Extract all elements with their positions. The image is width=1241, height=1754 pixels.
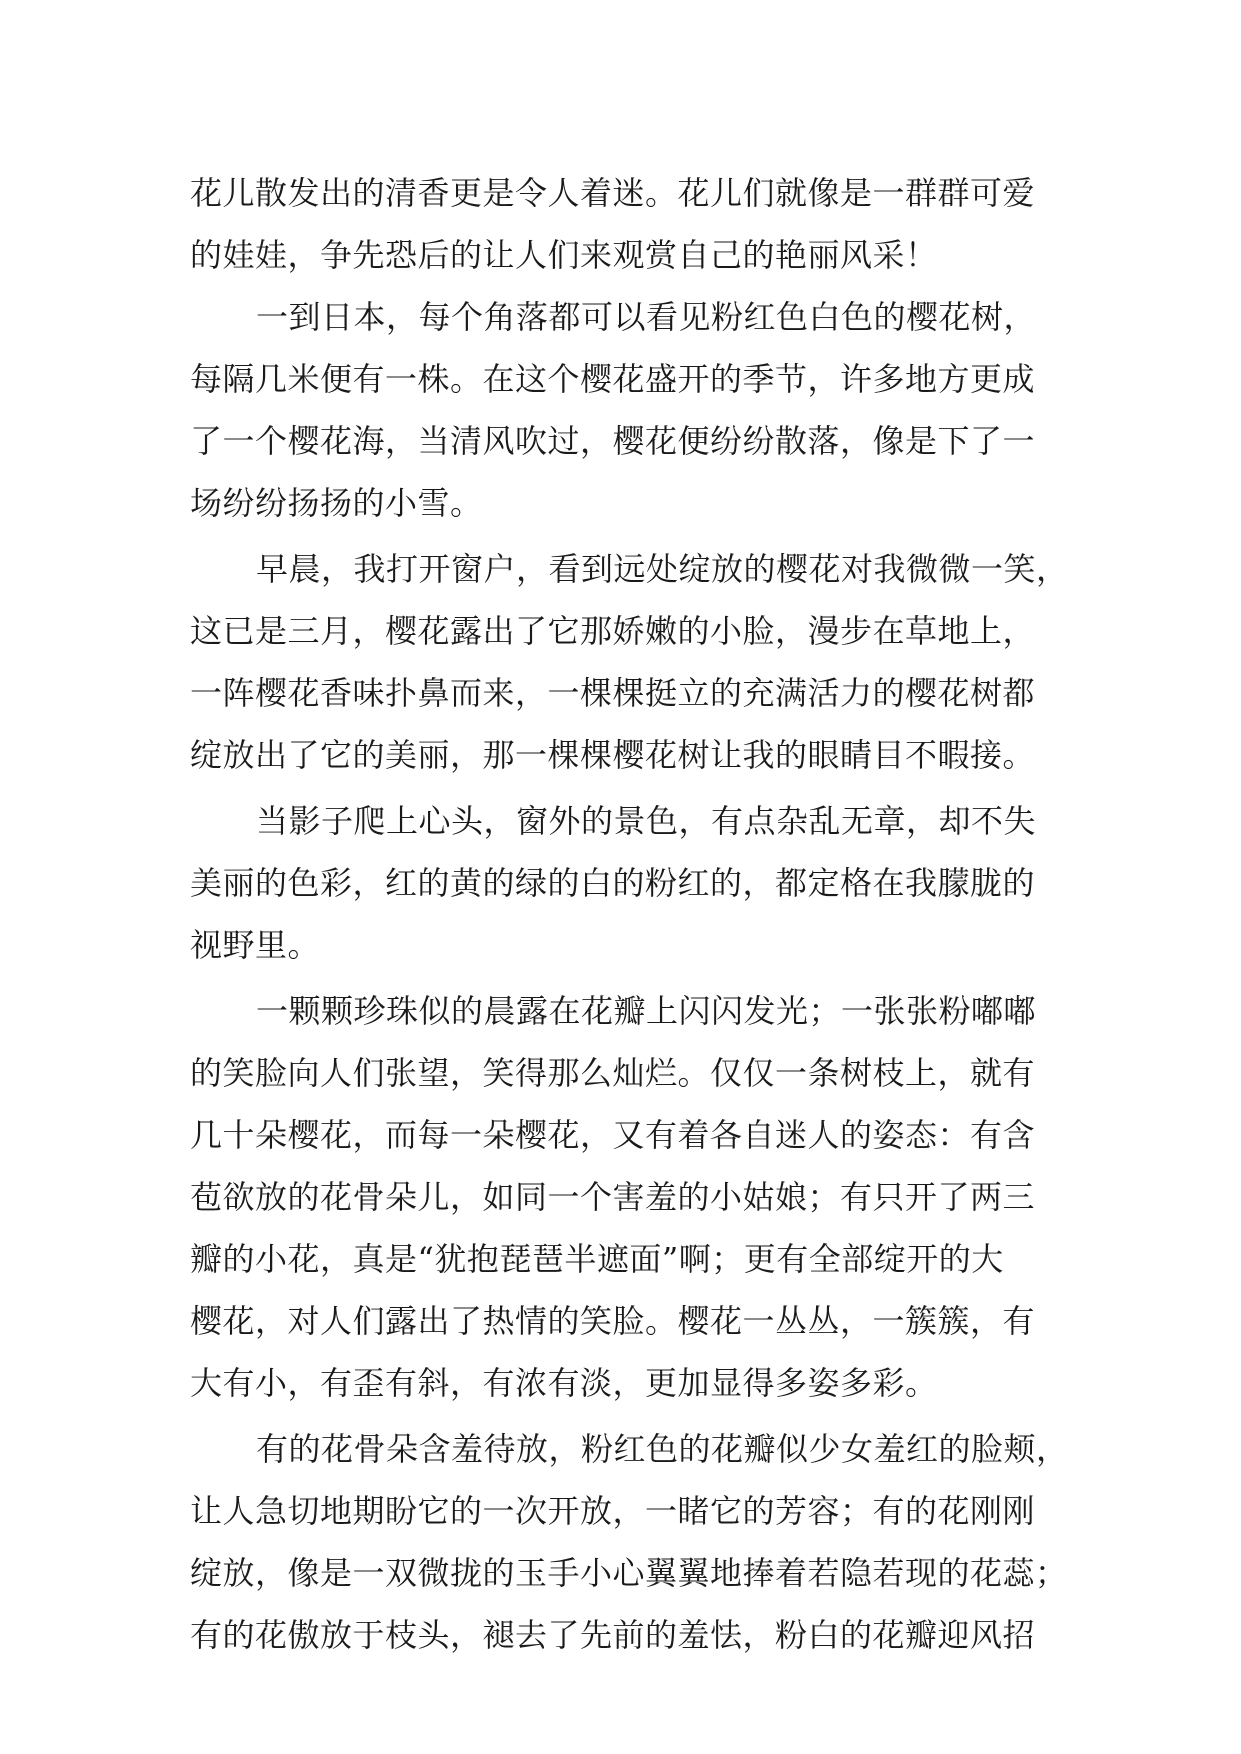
body-text [190, 162, 1070, 1666]
paragraph [190, 162, 1070, 286]
text-line: 苞欲放的花骨朵儿，如同一个害羞的小姑娘；有只开了两三 [190, 1178, 1036, 1216]
text-line: 当影子爬上心头，窗外的景色，有点杂乱无章，却不失 [256, 802, 1037, 840]
text-line: 几十朵樱花，而每一朵樱花，又有着各自迷人的姿态：有含 [190, 1116, 1036, 1154]
text-line: 有的花骨朵含羞待放，粉红色的花瓣似少女羞红的脸颊， [256, 1430, 1069, 1468]
paragraph [190, 790, 1070, 976]
text-line: 有的花傲放于枝头，褪去了先前的羞怯，粉白的花瓣迎风招 [190, 1616, 1036, 1654]
paragraph [190, 538, 1070, 786]
text-line: 花儿散发出的清香更是令人着迷。花儿们就像是一群群可爱 [190, 174, 1036, 212]
text-line: 樱花，对人们露出了热情的笑脸。樱花一丛丛，一簇簇，有 [190, 1302, 1036, 1340]
text-line: 一阵樱花香味扑鼻而来，一棵棵挺立的充满活力的樱花树都 [190, 674, 1036, 712]
text-line: 了一个樱花海，当清风吹过，樱花便纷纷散落，像是下了一 [190, 422, 1036, 460]
text-line: 瓣的小花，真是“犹抱琵琶半遮面”啊；更有全部绽开的大 [190, 1240, 1004, 1278]
text-line: 一颗颗珍珠似的晨露在花瓣上闪闪发光；一张张粉嘟嘟 [256, 992, 1037, 1030]
text-line: 每隔几米便有一株。在这个樱花盛开的季节，许多地方更成 [190, 360, 1036, 398]
text-line: 视野里。 [190, 926, 321, 964]
text-line: 让人急切地期盼它的一次开放，一睹它的芳容；有的花刚刚 [190, 1492, 1036, 1530]
text-line: 绽放出了它的美丽，那一棵棵樱花树让我的眼睛目不暇接。 [190, 736, 1036, 774]
paragraph [190, 286, 1070, 534]
text-line: 大有小，有歪有斜，有浓有淡，更加显得多姿多彩。 [190, 1364, 938, 1402]
text-line: 一到日本，每个角落都可以看见粉红色白色的樱花树， [256, 298, 1037, 336]
text-line: 美丽的色彩，红的黄的绿的白的粉红的，都定格在我朦胧的 [190, 864, 1036, 902]
paragraph [190, 980, 1070, 1414]
text-line: 的笑脸向人们张望，笑得那么灿烂。仅仅一条树枝上，就有 [190, 1054, 1036, 1092]
paragraph [190, 1418, 1070, 1666]
text-line: 这已是三月，樱花露出了它那娇嫩的小脸，漫步在草地上， [190, 612, 1036, 650]
text-line: 的娃娃，争先恐后的让人们来观赏自己的艳丽风采！ [190, 236, 938, 274]
text-line: 绽放，像是一双微拢的玉手小心翼翼地捧着若隐若现的花蕊； [190, 1554, 1068, 1592]
text-line: 场纷纷扬扬的小雪。 [190, 484, 483, 522]
text-line: 早晨，我打开窗户，看到远处绽放的樱花对我微微一笑， [256, 550, 1069, 588]
